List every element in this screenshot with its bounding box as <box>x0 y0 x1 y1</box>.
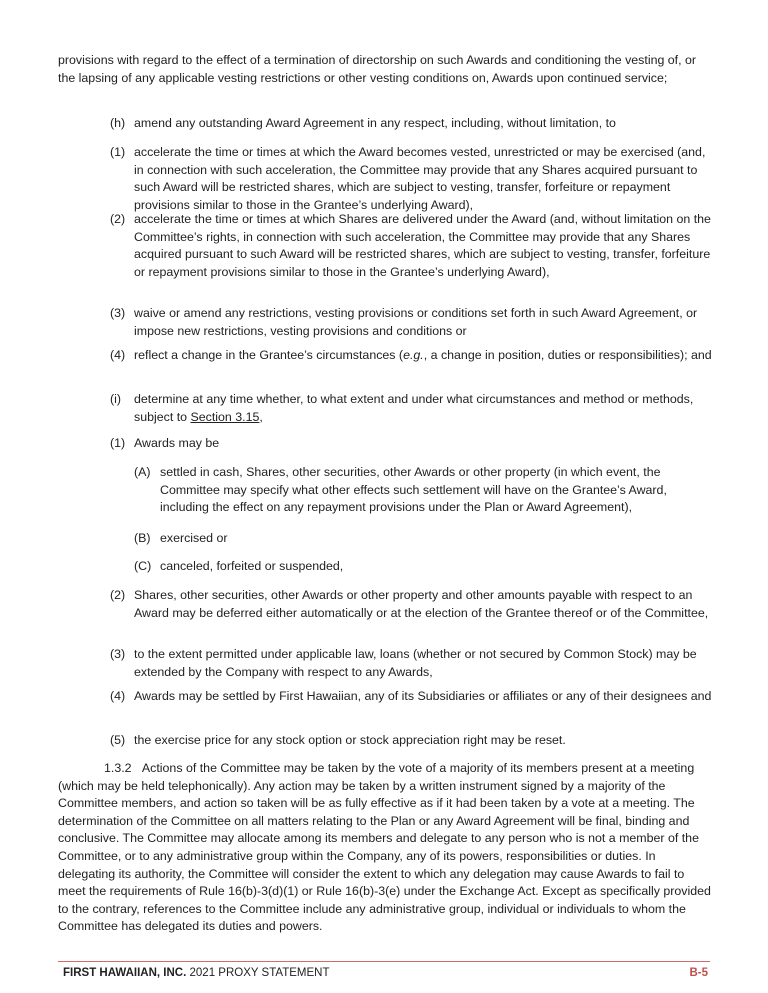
item-text: settled in cash, Shares, other securities, other Awards or other property (in which event, the Committee may specify what other effects such settlement will have on the Grantee’s Award, including the effect on any repayment provisions under the Plan or Award Agreement), <box>160 465 667 515</box>
item-label: (4) <box>110 348 126 362</box>
item-label: (2) <box>110 212 126 226</box>
item-text: Shares, other securities, other Awards or other property and other amounts payable with respect to an Award may be deferred either automatically or at the election of the Grantee thereof or of the Committee, <box>134 588 709 620</box>
sub-item <box>134 530 712 548</box>
item-text: to the extent permitted under applicable law, loans (whether or not secured by Common Stock) may be extended by the Company with respect to any Awards, <box>134 647 697 679</box>
footer-company: FIRST HAWAIIAN, INC. <box>63 967 187 979</box>
item-text: canceled, forfeited or suspended, <box>160 559 344 573</box>
sub-item <box>134 464 712 517</box>
text-part: reflect a change in the Grantee’s circumstances ( <box>134 348 404 362</box>
item-label: (C) <box>134 559 152 573</box>
item-text: the exercise price for any stock option or stock appreciation right may be reset. <box>134 733 566 747</box>
item-label: (1) <box>110 436 126 450</box>
section-number: 1.3.2 <box>104 761 132 775</box>
list-item <box>110 305 712 340</box>
footer-doc-title: 2021 PROXY STATEMENT <box>189 967 330 979</box>
item-text: accelerate the time or times at which the Award becomes vested, unrestricted or may be exercised (and, in connection with such acceleration, the Committee may provide that any Shares acquired pursuant to such Award will be restricted shares, which are subject to vesting, transfer, forfeiture or repayment provisions similar to those in the Grantee’s underlying Award), <box>134 145 706 212</box>
item-text: accelerate the time or times at which Shares are delivered under the Award (and, without limitation on the Committee’s rights, in connection with such acceleration, the Committee may provide that any Shares acquired pursuant to such Award will be restricted shares, which are subject to vesting, transfer, forfeiture or repayment provisions similar to those in the Grantee’s underlying Award), <box>134 212 711 279</box>
list-item <box>110 347 712 365</box>
item-label: (A) <box>134 465 151 479</box>
item-label: (i) <box>110 392 122 406</box>
section-text: Actions of the Committee may be taken by the vote of a majority of its members present at a meeting (which may be held telephonically). Any action may be taken by a written instrument signed by a majority of the Committee members, and action so taken will be as fully effective as if it had been taken by a vote at a meeting. The determination of the Committee on all matters relating to the Plan or any Award Agreement will be final, binding and conclusive. The Committee may allocate among its members and delegate to any person who is not a member of the Committee, or to any administrative group within the Company, any of its powers, responsibilities or duties. In delegating its authority, the Committee will consider the extent to which any delegation may cause Awards to fail to meet the requirements of Rule 16(b)-3(d)(1) or Rule 16(b)-3(e) under the Exchange Act. Except as specifically provided to the contrary, references to the Committee include any administrative group, individual or individuals to whom the Committee has delegated its duties and powers. <box>58 761 711 934</box>
item-text: Awards may be <box>134 436 220 450</box>
list-item <box>110 115 712 133</box>
item-text: exercised or <box>160 531 228 545</box>
item-text: Awards may be settled by First Hawaiian, any of its Subsidiaries or affiliates or any of their designees and <box>134 689 712 703</box>
item-text: waive or amend any restrictions, vesting provisions or conditions set forth in such Award Agreement, or impose new restrictions, vesting provisions and conditions or <box>134 306 698 338</box>
text-part: determine at any time whether, to what extent and under what circumstances and method or methods, subject to <box>134 392 694 424</box>
list-item <box>110 587 712 622</box>
item-label: (3) <box>110 306 126 320</box>
list-item <box>110 391 712 426</box>
item-label: (1) <box>110 145 126 159</box>
text-part: , <box>259 409 263 424</box>
item-text: amend any outstanding Award Agreement in any respect, including, without limitation, to <box>134 116 616 130</box>
footer-title <box>63 965 329 983</box>
item-label: (4) <box>110 689 126 703</box>
intro-paragraph: provisions with regard to the effect of a termination of directorship on such Awards and conditioning the vesting of, or the lapsing of any applicable vesting restrictions or other vesting conditions on, Awards upon continued service; <box>58 53 697 85</box>
sub-item <box>134 558 712 576</box>
item-label: (h) <box>110 116 126 130</box>
footer-divider <box>58 961 710 962</box>
item-text <box>134 347 712 365</box>
section-1-3-2 <box>58 760 712 936</box>
item-text <box>134 391 712 426</box>
list-item <box>110 435 712 453</box>
list-item <box>110 211 712 281</box>
section-link[interactable]: Section 3.15 <box>190 409 260 424</box>
list-item <box>110 732 712 750</box>
list-item <box>110 646 712 681</box>
page-number: B-5 <box>689 967 708 979</box>
list-item <box>110 688 712 706</box>
list-item <box>110 144 712 214</box>
text-part: , a change in position, duties or responsibilities); and <box>423 348 712 362</box>
item-label: (2) <box>110 588 126 602</box>
item-label: (B) <box>134 531 151 545</box>
emphasis: e.g. <box>403 348 424 362</box>
item-label: (5) <box>110 733 126 747</box>
item-label: (3) <box>110 647 126 661</box>
